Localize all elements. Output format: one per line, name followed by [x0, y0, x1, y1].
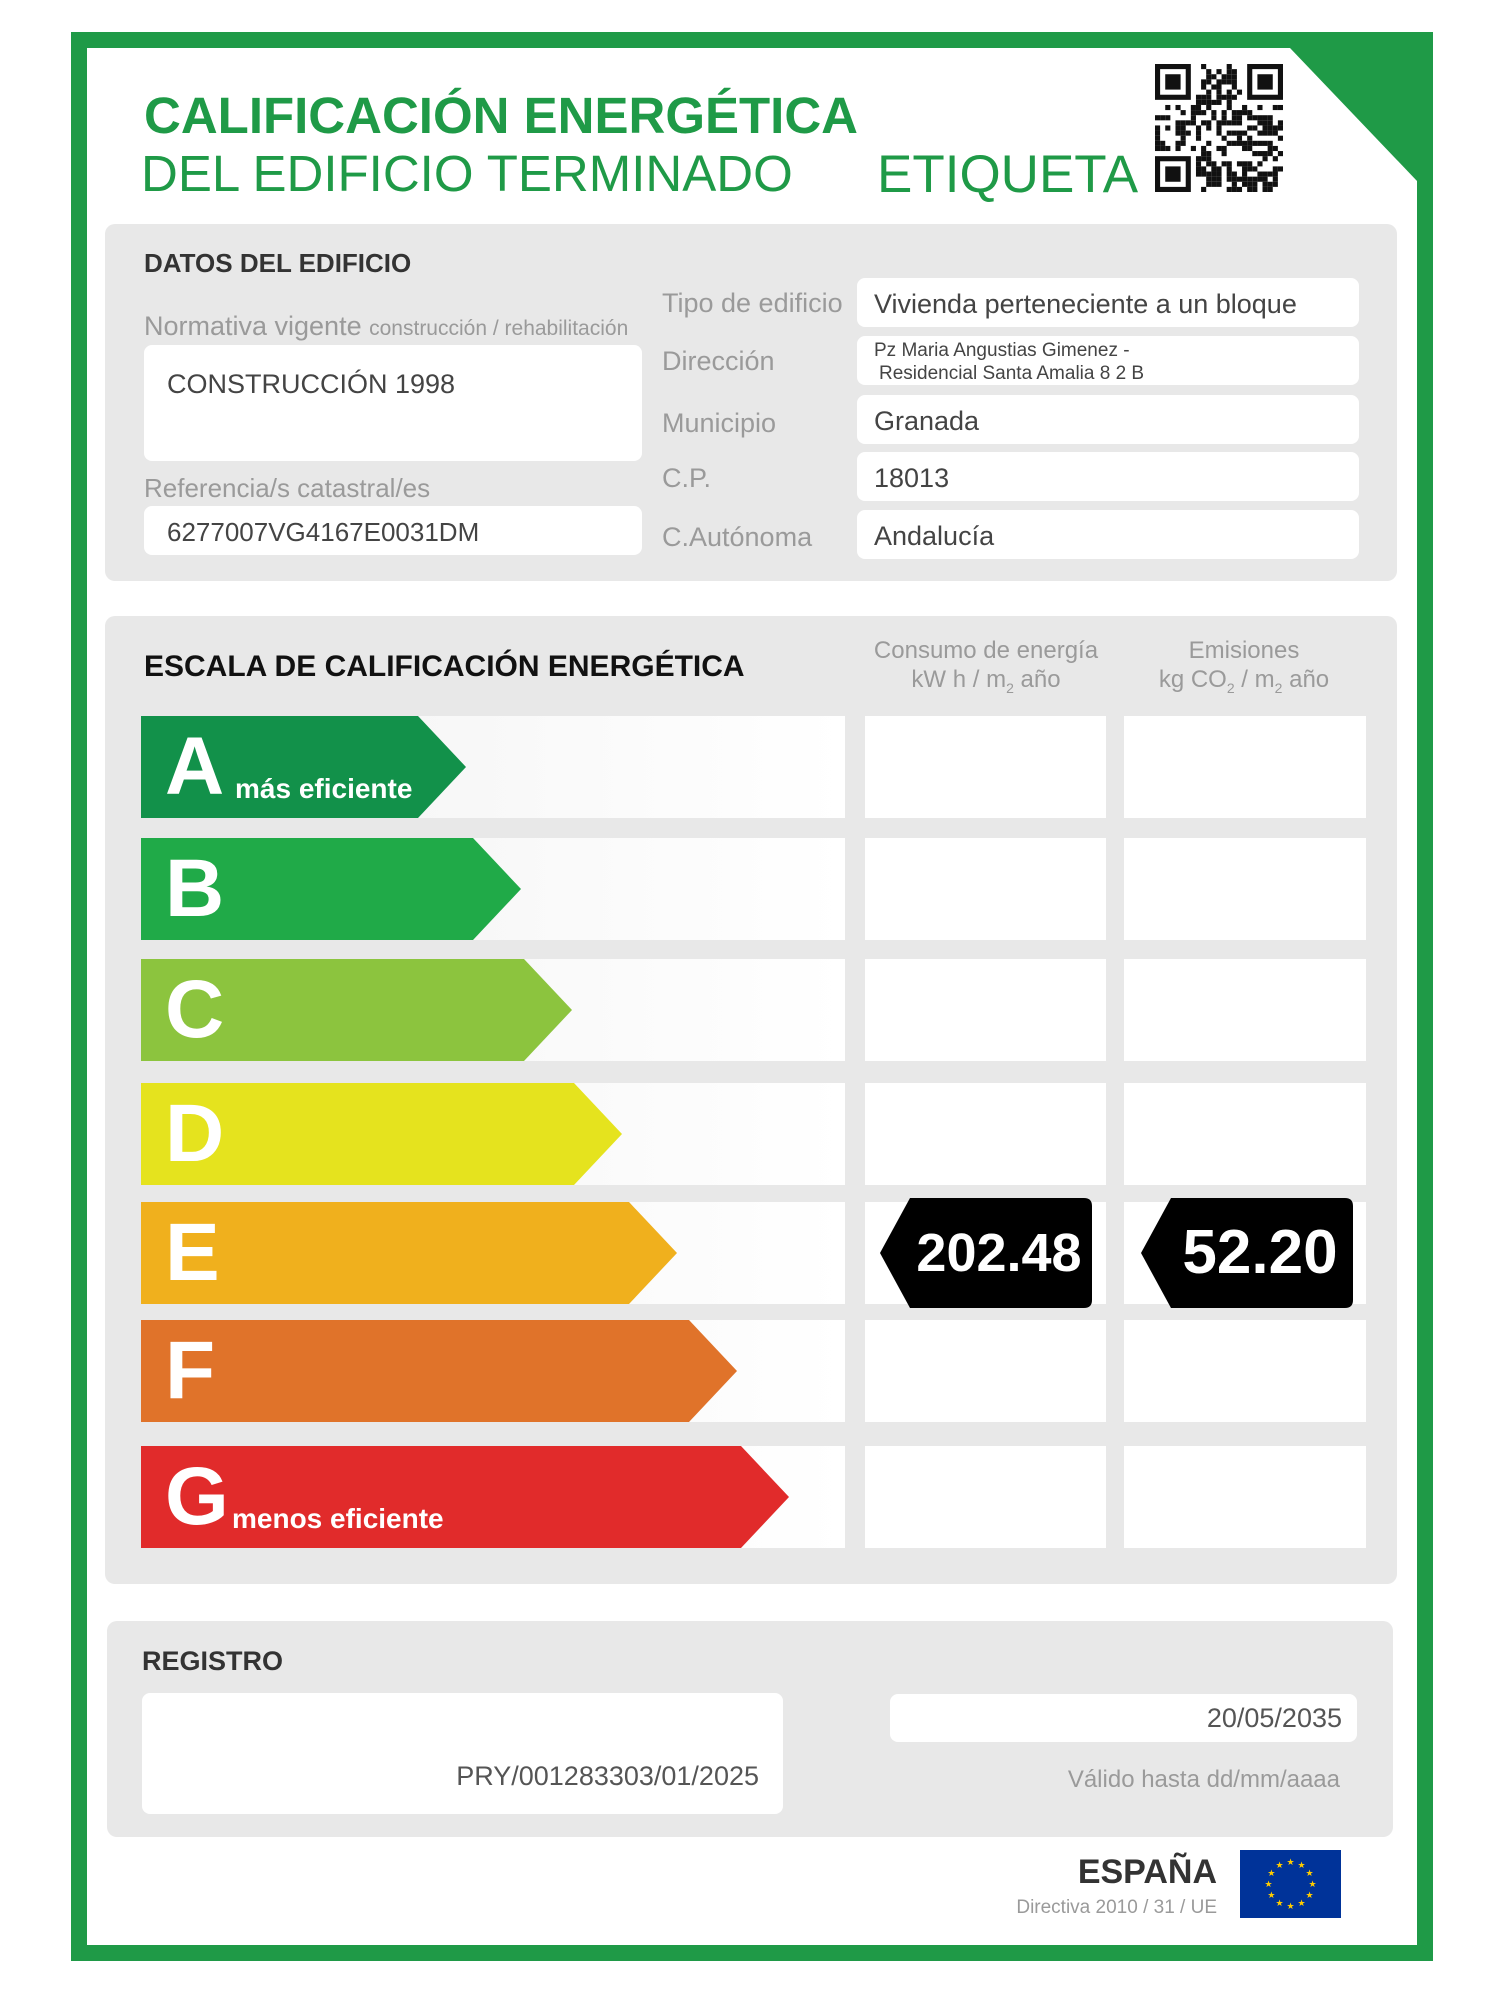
- class-letter-a: A: [165, 721, 225, 812]
- emisiones-column-header: [1120, 636, 1368, 703]
- svg-text:★: ★: [1308, 1880, 1317, 1890]
- normativa-label-text: Normativa vigente: [144, 311, 362, 341]
- emisiones-head-line2: [1120, 665, 1368, 703]
- tipo-label: Tipo de edificio: [662, 288, 843, 318]
- direccion-line1: Pz Maria Angustias Gimenez -: [874, 340, 1130, 361]
- directive-label: Directiva 2010 / 31 / UE: [1016, 1897, 1217, 1918]
- svg-text:★: ★: [1275, 1860, 1284, 1871]
- svg-text:★: ★: [1305, 1869, 1314, 1879]
- autonoma-field: Andalucía: [857, 510, 1359, 559]
- registro-number-field: [142, 1693, 783, 1814]
- class-sublabel-g: menos eficiente: [232, 1503, 444, 1534]
- tipo-field: Vivienda perteneciente a un bloque: [857, 278, 1359, 327]
- svg-text:★: ★: [1297, 1860, 1306, 1871]
- consumo-head-line1: Consumo de energía: [873, 637, 1099, 664]
- emisiones-unit-sub2: 2: [1274, 679, 1283, 696]
- emisiones-cell-f: [1124, 1320, 1366, 1422]
- cp-field: 18013: [857, 452, 1359, 501]
- normativa-label: [144, 311, 628, 342]
- consumo-unit-a: kW h / m: [911, 666, 1007, 693]
- class-arrow-shape-e: [141, 1202, 677, 1304]
- class-arrow-f: [141, 1320, 737, 1422]
- etiqueta-label: ETIQUETA: [877, 145, 1139, 204]
- emisiones-cell-c: [1124, 959, 1366, 1061]
- eu-flag-icon: [1240, 1850, 1341, 1918]
- referencia-label: Referencia/s catastral/es: [144, 473, 431, 503]
- consumo-cell-a: [865, 716, 1106, 818]
- valid-label: Válido hasta dd/mm/aaaa: [1067, 1766, 1340, 1793]
- emisiones-cell-g: [1124, 1446, 1366, 1548]
- autonoma-label: C.Autónoma: [662, 522, 813, 552]
- class-arrow-fill-e: [141, 1202, 677, 1304]
- emisiones-head-line1: Emisiones: [1188, 637, 1300, 664]
- consumo-head-line2: [862, 665, 1110, 703]
- class-arrow-g: [141, 1446, 789, 1548]
- consumo-cell-d: [865, 1083, 1106, 1185]
- class-arrow-a: [141, 716, 466, 818]
- class-arrow-c: [141, 959, 572, 1061]
- emisiones-unit-a: kg CO: [1158, 666, 1227, 693]
- datos-heading: DATOS DEL EDIFICIO: [144, 248, 412, 278]
- svg-text:★: ★: [1264, 1880, 1273, 1890]
- direccion-line2: Residencial Santa Amalia 8 2 B: [879, 363, 1145, 384]
- class-sublabel-a: más eficiente: [235, 773, 413, 804]
- normativa-field: CONSTRUCCIÓN 1998: [144, 345, 642, 461]
- class-letter-f: F: [165, 1325, 216, 1416]
- emisiones-cell-b: [1124, 838, 1366, 940]
- consumo-rating-badge: [880, 1198, 1092, 1308]
- emisiones-rating-badge: [1141, 1198, 1353, 1308]
- valid-date: 20/05/2035: [1206, 1703, 1342, 1733]
- consumo-cell-c: [865, 959, 1106, 1061]
- consumo-column-header: [862, 636, 1110, 703]
- consumo-cell-f: [865, 1320, 1106, 1422]
- cp-label: C.P.: [662, 463, 712, 493]
- title-line1: CALIFICACIÓN ENERGÉTICA: [144, 87, 858, 144]
- class-letter-b: B: [165, 843, 225, 934]
- direccion-field: [857, 336, 1359, 385]
- class-arrow-d: [141, 1083, 622, 1185]
- normativa-sublabel: construcción / rehabilitación: [369, 317, 629, 340]
- svg-text:★: ★: [1286, 1902, 1295, 1912]
- country-label: ESPAÑA: [1077, 1853, 1217, 1891]
- referencia-field: 6277007VG4167E0031DM: [144, 506, 642, 555]
- corner-triangle-icon: [1290, 48, 1417, 181]
- qr-code-icon: [1155, 64, 1283, 192]
- title-line2: DEL EDIFICIO TERMINADO: [141, 145, 793, 202]
- class-letter-d: D: [165, 1088, 225, 1179]
- registro-heading: REGISTRO: [142, 1646, 284, 1676]
- consumo-value: 202.48: [916, 1223, 1082, 1283]
- svg-text:★: ★: [1267, 1869, 1276, 1879]
- class-arrow-shape-f: [141, 1320, 737, 1422]
- consumo-unit-b: año: [1013, 666, 1061, 693]
- class-letter-e: E: [165, 1207, 220, 1298]
- escala-heading: ESCALA DE CALIFICACIÓN ENERGÉTICA: [144, 650, 745, 683]
- emisiones-cell-a: [1124, 716, 1366, 818]
- svg-text:★: ★: [1286, 1858, 1295, 1868]
- class-letter-g: G: [165, 1451, 229, 1542]
- consumo-unit-sub: 2: [1006, 679, 1014, 696]
- class-letter-c: C: [165, 964, 225, 1055]
- emisiones-value: 52.20: [1182, 1218, 1338, 1287]
- svg-text:★: ★: [1305, 1891, 1314, 1901]
- municipio-label: Municipio: [662, 408, 777, 438]
- emisiones-unit-mid: / m: [1234, 666, 1275, 693]
- consumo-cell-b: [865, 838, 1106, 940]
- svg-text:★: ★: [1275, 1899, 1284, 1910]
- svg-text:★: ★: [1267, 1891, 1276, 1901]
- emisiones-cell-d: [1124, 1083, 1366, 1185]
- direccion-label: Dirección: [662, 346, 775, 376]
- municipio-field: Granada: [857, 395, 1359, 444]
- class-arrow-b: [141, 838, 521, 940]
- registro-number: PRY/001283303/01/2025: [456, 1761, 759, 1791]
- emisiones-unit-sub: 2: [1226, 679, 1235, 696]
- class-arrow-e: [141, 1202, 677, 1304]
- consumo-cell-g: [865, 1446, 1106, 1548]
- svg-text:★: ★: [1297, 1899, 1306, 1910]
- valid-date-field: [890, 1694, 1357, 1742]
- emisiones-unit-b: año: [1282, 666, 1330, 693]
- class-arrow-fill-f: [141, 1320, 737, 1422]
